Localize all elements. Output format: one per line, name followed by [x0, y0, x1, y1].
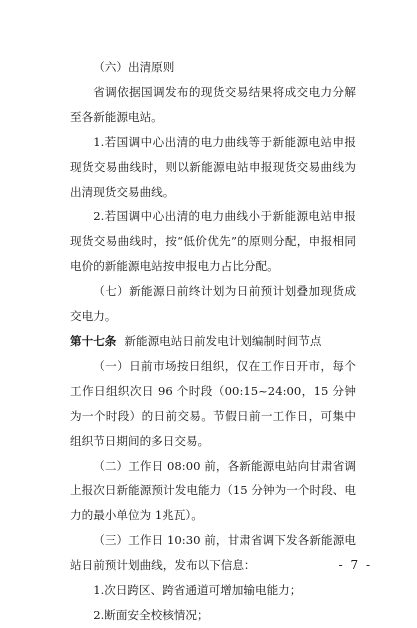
page-number: - 7 -: [338, 558, 372, 572]
paragraph: （三）工作日 10:30 前，甘肃省调下发各新能源电站日前预计划曲线，发布以下信息：: [70, 533, 356, 573]
list-item: 1.次日跨区、跨省通道可增加输电能力；: [93, 583, 302, 598]
section-heading-seven: （七）新能源日前终计划为日前预计划叠加现货成交电力。: [70, 284, 356, 324]
article-label: 第十七条: [70, 333, 117, 348]
paragraph: 省调依据国调发布的现货交易结果将成交电力分解至各新能源电站。: [70, 84, 356, 124]
paragraph: 2.若国调中心出清的电力曲线小于新能源电站申报现货交易曲线时，按“低价优先”的原则分配，申报相同电价的新能源电站按申报电力占比分配。: [70, 209, 356, 274]
article-heading: [70, 329, 356, 354]
list-item: 2.断面安全校核情况；: [93, 607, 209, 622]
article-title: 新能源电站日前发电计划编制时间节点: [124, 333, 322, 348]
document-body: [70, 55, 356, 628]
paragraph: 1.若国调中心出清的电力曲线等于新能源电站申报现货交易曲线时，则以新能源电站申报现货交易曲线为出清现货交易曲线。: [70, 134, 356, 199]
paragraph: （一）日前市场按日组织，仅在工作日开市，每个工作日组织次日 96 个时段（00:15~24:00，15 分钟为一个时段）的日前交易。节假日前一工作日，可集中组织节日期间的多日交易。: [70, 358, 356, 448]
section-heading-six: （六）出清原则: [93, 60, 175, 74]
paragraph: （二）工作日 08:00 前，各新能源电站向甘肃省调上报次日新能源预计发电能力（15 分钟为一个时段、电力的最小单位为 1兆瓦）。: [70, 458, 356, 523]
